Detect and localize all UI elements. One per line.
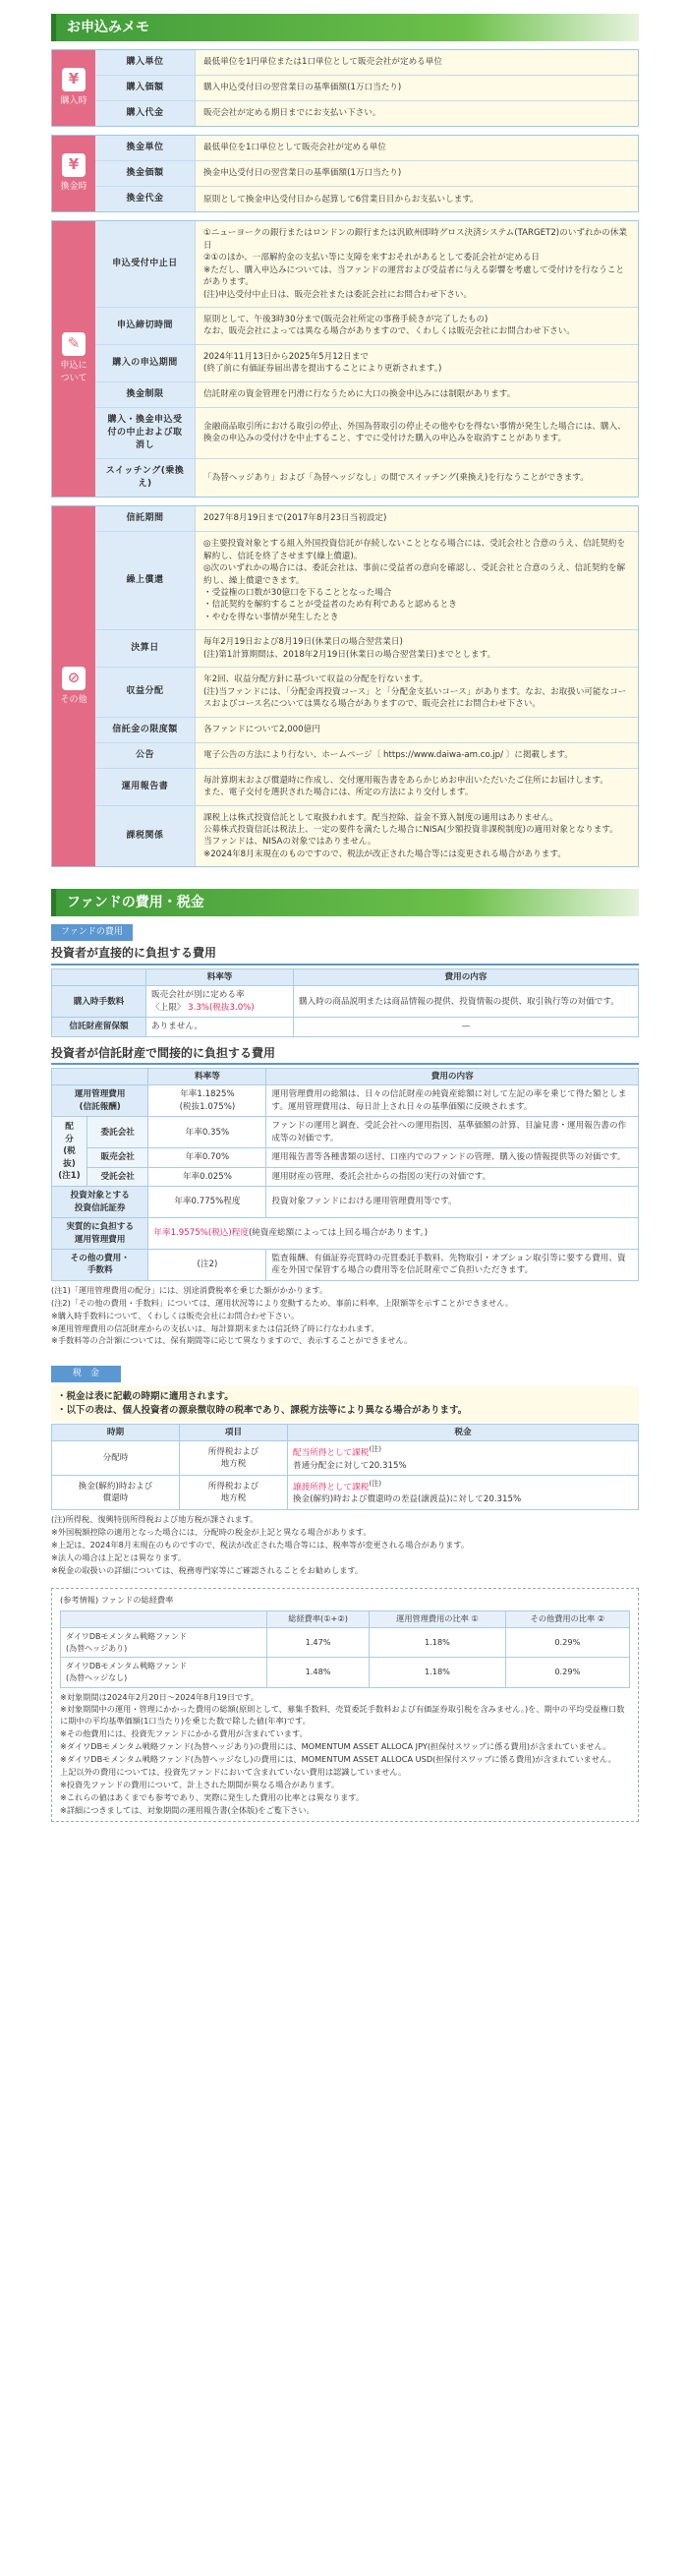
memo-row <box>95 308 638 345</box>
memo-row <box>95 668 638 717</box>
fee-rate: 年率0.775%程度 <box>148 1187 266 1218</box>
note-line: ※法人の場合は上記とは異なります。 <box>51 1551 187 1562</box>
expense-ratio-box <box>51 1588 639 1822</box>
fee-content: 運用報告書等各種書類の送付、口座内でのファンドの管理、購入後の情報提供等の対価です。 <box>266 1148 639 1167</box>
fee-label: 委託会社 <box>87 1117 148 1148</box>
fees-header: ファンドの費用・税金 <box>51 889 639 916</box>
ratio-total: 1.47% <box>267 1628 370 1658</box>
row-label: 購入の申込期間 <box>95 345 196 381</box>
value-line: 公募株式投資信託は税法上、一定の要件を満たした場合にNISA(少額投資非課税制度)の適用対象となります。 <box>203 825 618 836</box>
tax-intro-2: ・以下の表は、個人投資者の源泉徴収時の税率であり、課税方法等により異なる場合があります。 <box>57 1405 468 1417</box>
value-line: ①ニューヨークの銀行またはロンドンの銀行または汎欧州即時グロス決済システム(TARGET2)のいずれかの休業日 <box>203 228 627 251</box>
value-line: ◎次のいずれかの場合には、委託会社は、事前に受益者の意向を確認し、受託会社と合意のうえ、信託契約を解約し、繰上償還できます。 <box>203 563 626 586</box>
other-side <box>52 506 95 866</box>
purchase-icon: ¥ <box>62 68 86 91</box>
tax-notes <box>51 1514 639 1576</box>
ratio-total: 1.48% <box>267 1658 370 1687</box>
ratio-other: 0.29% <box>505 1628 629 1658</box>
fee-content: 監査報酬、有価証券売買時の売買委託手数料、先物取引・オプション取引等に要する費用、資産を外国で保管する場合の費用等を信託財産でご負担いただきます。 <box>266 1250 639 1281</box>
fee-rate: (注2) <box>148 1250 266 1281</box>
table-row <box>52 1250 639 1281</box>
fees-tag: ファンドの費用 <box>51 924 133 941</box>
indirect-title: 投資者が信託財産で間接的に負担する費用 <box>51 1045 639 1065</box>
row-label: 換金制限 <box>95 382 196 407</box>
exchange-side <box>52 136 95 211</box>
value-line: 原則として、午後3時30分まで(販売会社所定の事務手続きが完了したもの) <box>203 315 488 324</box>
note-line: ※手数料等の合計額については、保有期間等に応じて異なりますので、表示することができません。 <box>51 1335 413 1346</box>
value-line: ・やむを得ない事情が発生したとき <box>203 612 339 622</box>
table-row <box>52 1085 639 1117</box>
table-row <box>52 1167 639 1186</box>
row-label: 購入・換金申込受付の中止および取消し <box>95 408 196 458</box>
note-line: ※運用管理費用の信託財産からの支払いは、毎計算期末または信託終了時に行なわれます。 <box>51 1322 379 1333</box>
row-value <box>196 806 638 867</box>
purchase-side <box>52 50 95 126</box>
value-line: (注)申込受付中止日は、販売会社または委託会社にお問合わせ下さい。 <box>203 289 473 300</box>
memo-section <box>51 49 639 867</box>
fee-notes <box>51 1285 639 1347</box>
row-value <box>196 459 638 497</box>
apply-group <box>51 220 639 498</box>
table-row <box>52 986 639 1018</box>
row-value <box>196 532 638 629</box>
row-label: スイッチング(乗換え) <box>95 459 196 497</box>
table-row <box>52 1117 639 1148</box>
tax-time: 換金(解約)時および 償還時 <box>52 1476 180 1510</box>
tax-time: 分配時 <box>52 1441 180 1476</box>
tax-value: 配当所得として課税$^{(注)}$ 普通分配金に対して20.315% <box>288 1441 639 1476</box>
ratio-mgmt: 1.18% <box>370 1658 506 1687</box>
tax-item: 所得税および 地方税 <box>180 1476 288 1510</box>
value-line: 各ファンドについて2,000億円 <box>203 724 320 734</box>
exchange-group <box>51 135 639 212</box>
fund-name: ダイワDBモメンタム戦略ファンド (為替ヘッジあり) <box>61 1628 267 1658</box>
value-line: ◎主要投資対象とする組入外国投資信託が存続しないこととなる場合には、受託会社と合意のうえ、信託契約を解約し、信託を終了させます(繰上償還)。 <box>203 539 626 561</box>
row-value: 購入申込受付日の翌営業日の基準価額(1万口当たり) <box>196 76 638 100</box>
purchase-group <box>51 49 639 127</box>
col-time: 時期 <box>52 1424 180 1440</box>
memo-row <box>95 221 638 308</box>
note-line: ※対象期間中の運用・管理にかかった費用の総額(原則として、募集手数料、売買委託手数料および有価証券取引税を含みません。)を、期中の平均受益権口数に期中の平均基準価額(1口当たり)を乗じた数で除した値(年率)です。 <box>60 1704 625 1727</box>
memo-row <box>95 382 638 408</box>
memo-row <box>95 345 638 382</box>
note-line: ※税金の取扱いの詳細については、税務専門家等にご確認されることをお勧めします。 <box>51 1564 364 1575</box>
value-line: なお、販売会社によっては異なる場合がありますので、くわしくは販売会社にお問合わせ下さい。 <box>203 326 575 337</box>
value-line: (注)第1計算期間は、2018年2月19日(休業日の場合翌営業日)までとします。 <box>203 649 496 660</box>
ratio-other: 0.29% <box>505 1658 629 1687</box>
value-line: 2027年8月19日まで(2017年8月23日当初設定) <box>203 513 387 524</box>
table-row <box>52 1476 639 1510</box>
fee-rate-2b: 3.3%(税抜3.0%) <box>188 1002 255 1013</box>
row-value: 最低単位を1口単位として販売会社が定める単位 <box>196 136 638 160</box>
col-rate: 料率等 <box>148 1069 266 1085</box>
exchange-icon: ¥ <box>62 153 86 177</box>
row-label: 換金価額 <box>95 161 196 186</box>
apply-side-label-2: ついて <box>60 374 87 384</box>
row-value <box>196 506 638 531</box>
fee-label: 運用管理費用 (信託報酬) <box>52 1085 148 1117</box>
memo-row <box>95 136 638 161</box>
col-mgmt: 運用管理費用の比率 ① <box>370 1611 506 1628</box>
table-row <box>52 1187 639 1218</box>
value-line: 課税上は株式投資信託として取扱われます。配当控除、益金不算入制度の適用はありません。 <box>203 812 558 823</box>
fee-content: 運用管理費用の総額は、日々の信託財産の純資産総額に対して左記の率を乗じて得た額とします。運用管理費用は、毎日計上され日々の基準価額に反映されます。 <box>266 1085 639 1117</box>
row-value <box>196 668 638 716</box>
value-line: (終了前に有価証券届出書を提出することにより更新されます。) <box>203 364 442 375</box>
note-line: (注)所得税、復興特別所得税および地方税が課されます。 <box>51 1513 258 1524</box>
col-content: 費用の内容 <box>294 968 639 985</box>
col-tax: 税金 <box>288 1424 639 1440</box>
col-rate: 料率等 <box>146 968 294 985</box>
fee-label: 販売会社 <box>87 1148 148 1167</box>
expense-ratio-title: (参考情報) ファンドの総経費率 <box>60 1595 174 1606</box>
direct-title: 投資者が直接的に負担する費用 <box>51 945 639 965</box>
apply-side <box>52 221 95 497</box>
row-label: 換金代金 <box>95 187 196 211</box>
other-side-label: その他 <box>60 694 87 705</box>
fee-rate-2a: 〈上限〉 <box>151 1002 186 1013</box>
exchange-side-label: 換金時 <box>60 182 87 193</box>
row-label: 換金単位 <box>95 136 196 160</box>
pencil-icon: ✎ <box>62 332 86 356</box>
fee-label: 実質的に負担する 運用管理費用 <box>52 1218 148 1250</box>
row-label: 公告 <box>95 743 196 768</box>
row-label: 収益分配 <box>95 668 196 716</box>
row-value: 原則として換金申込受付日から起算して6営業日目からお支払いします。 <box>196 187 638 211</box>
tax-intro-1: ・税金は表に記載の時期に適用されます。 <box>57 1391 234 1403</box>
purchase-side-label: 購入時 <box>60 96 87 107</box>
tax-tag: 税 金 <box>51 1366 121 1382</box>
fee-content: ファンドの運用と調査、受託会社への運用指図、基準価額の計算、目論見書・運用報告書の作成等の対価です。 <box>266 1117 639 1148</box>
fee-content: 投資対象ファンドにおける運用管理費用等です。 <box>266 1187 639 1218</box>
fee-label: その他の費用・ 手数料 <box>52 1250 148 1281</box>
value-line: ・信託契約を解約することが受益者のため有利であると認めるとき <box>203 600 457 611</box>
table-row <box>61 1658 630 1687</box>
tax-intro <box>51 1386 639 1422</box>
row-label: 申込締切時間 <box>95 308 196 344</box>
row-label: 購入代金 <box>95 101 196 126</box>
note-line: ※ダイワDBモメンタム戦略ファンド(為替ヘッジあり)の費用には、MOMENTUM ASSET ALLOCA JPY(担保付スワップに係る費用)が含まれていません。 <box>60 1741 611 1752</box>
note-line: ※対象期間は2024年2月20日〜2024年8月19日です。 <box>60 1691 258 1702</box>
memo-row <box>95 101 638 126</box>
value-line: ②①のほか、一部解約金の支払い等に支障を来すおそれがあるとして委託会社が定める日 <box>203 253 540 263</box>
memo-row <box>95 532 638 630</box>
value-line: また、電子交付を選択された場合には、所定の方法により交付します。 <box>203 788 474 798</box>
fee-label: 投資対象とする 投資信託証券 <box>52 1187 148 1218</box>
value-line: 毎計算期末および償還時に作成し、交付運用報告書をあらかじめお申出いただいたご住所にお届けします。 <box>203 775 608 786</box>
note-line: 上記以外の費用については、投資先ファンドにおいて含まれていない費用は認識していません。 <box>60 1766 407 1777</box>
fee-rate-1: 販売会社が別に定める率 <box>151 990 245 1001</box>
memo-row <box>95 769 638 806</box>
row-value <box>196 743 638 768</box>
row-value <box>196 718 638 742</box>
memo-row <box>95 718 638 743</box>
value-line: 信託財産の資金管理を円滑に行なうために大口の換金申込みには制限があります。 <box>203 389 516 400</box>
memo-row <box>95 506 638 532</box>
fee-label: 信託財産留保額 <box>52 1018 146 1036</box>
memo-row <box>95 408 638 459</box>
value-line: 毎年2月19日および8月19日(休業日の場合翌営業日) <box>203 637 403 648</box>
fee-label: 受託会社 <box>87 1167 148 1186</box>
note-line: ※詳細につきましては、対象期間の運用報告書(全体版)をご覧下さい。 <box>60 1804 315 1815</box>
memo-row <box>95 459 638 497</box>
ratio-mgmt: 1.18% <box>370 1628 506 1658</box>
value-line: 当ファンドは、NISAの対象ではありません。 <box>203 837 376 848</box>
note-line: ※その他費用には、投資先ファンドにかかる費用が含まれています。 <box>60 1728 308 1739</box>
note-line: ※ダイワDBモメンタム戦略ファンド(為替ヘッジなし)の費用には、MOMENTUM ASSET ALLOCA USD(担保付スワップに係る費用)が含まれていません。 <box>60 1754 616 1764</box>
row-value: 換金申込受付日の翌営業日の基準価額(1万口当たり) <box>196 161 638 186</box>
memo-row <box>95 630 638 668</box>
row-value: 最低単位を1円単位または1口単位として販売会社が定める単位 <box>196 50 638 75</box>
fee-rate: ありません。 <box>146 1018 294 1036</box>
row-label: 購入単位 <box>95 50 196 75</box>
value-line: 金融商品取引所における取引の停止、外国為替取引の停止その他やむを得ない事情が発生した場合には、購入、換金の申込みの受付けを中止すること、すでに受付けた購入の申込みを取消すことがあります。 <box>203 421 626 444</box>
direct-fee-table <box>51 968 639 1037</box>
note-line: ※購入時手数料について、くわしくは販売会社にお問合わせ下さい。 <box>51 1310 300 1320</box>
memo-row <box>95 76 638 101</box>
row-label: 決算日 <box>95 630 196 667</box>
note-line: (注2)「その他の費用・手数料」については、運用状況等により変動するため、事前に料率、上限額等を示すことができません。 <box>51 1297 514 1308</box>
fund-name: ダイワDBモメンタム戦略ファンド (為替ヘッジなし) <box>61 1658 267 1687</box>
col-content: 費用の内容 <box>266 1069 639 1085</box>
fee-rate: 年率1.1825% (税抜1.075%) <box>148 1085 266 1117</box>
memo-row <box>95 50 638 76</box>
value-line: ※ただし、購入申込みについては、当ファンドの運営および受益者に与える影響を考慮して受付けを行なうことがあります。 <box>203 264 624 288</box>
fees-section <box>51 916 639 1822</box>
col-other: その他費用の比率 ② <box>505 1611 629 1628</box>
row-value <box>196 769 638 805</box>
row-value <box>196 408 638 458</box>
note-line: ※これらの値はあくまでも参考であり、実際に発生した費用の比率とは異なります。 <box>60 1791 365 1802</box>
row-value <box>196 382 638 407</box>
fee-rate: 年率0.70% <box>148 1148 266 1167</box>
row-value <box>196 345 638 381</box>
paperclip-icon: ⊘ <box>62 667 86 690</box>
table-row <box>52 1018 639 1036</box>
table-row <box>52 1218 639 1250</box>
tax-item: 所得税および 地方税 <box>180 1441 288 1476</box>
note-line: ※外国税額控除の適用となった場合には、分配時の税金が上記と異なる場合があります。 <box>51 1526 372 1537</box>
col-total: 総経費率(①+②) <box>267 1611 370 1628</box>
apply-side-label-1: 申込に <box>60 361 87 372</box>
row-label: 申込受付中止日 <box>95 221 196 307</box>
memo-header: お申込みメモ <box>51 14 639 41</box>
row-value <box>196 308 638 344</box>
table-row <box>52 1441 639 1476</box>
fee-content: 運用財産の管理、委託会社からの指図の実行の対価です。 <box>266 1167 639 1186</box>
memo-row <box>95 161 638 187</box>
expense-ratio-table <box>60 1610 630 1687</box>
ratio-notes <box>60 1692 630 1817</box>
table-row <box>52 1148 639 1167</box>
note-line: ※投資先ファンドの費用について、計上された期間が異なる場合があります。 <box>60 1779 340 1789</box>
row-label: 信託金の限度額 <box>95 718 196 742</box>
fee-rate <box>146 986 294 1018</box>
note-line: ※上記は、2024年8月末現在のものですので、税法が改正された場合等には、税率等が変更される場合があります。 <box>51 1539 470 1550</box>
value-line: 年2回、収益分配方針に基づいて収益の分配を行ないます。 <box>203 674 429 685</box>
note-line: (注1)「運用管理費用の配分」には、別途消費税率を乗じた額がかかります。 <box>51 1284 328 1295</box>
row-value: 販売会社が定める期日までにお支払い下さい。 <box>196 101 638 126</box>
tax-value: 譲渡所得として課税$^{(注)}$ 換金(解約)時および償還時の差益(譲渡益)に対して20.315% <box>288 1476 639 1510</box>
col-item: 項目 <box>180 1424 288 1440</box>
value-line: 電子公告の方法により行ない、ホームページ〔 https://www.daiwa-am.co.jp/ 〕に掲載します。 <box>203 749 573 760</box>
other-group <box>51 505 639 867</box>
memo-row <box>95 743 638 769</box>
row-value <box>196 630 638 667</box>
fee-rate: 年率0.025% <box>148 1167 266 1186</box>
indirect-fee-table <box>51 1068 639 1281</box>
fee-rate: 年率1.9575%(税込)程度(純資産総額によっては上回る場合があります。) <box>148 1218 639 1250</box>
row-value <box>196 221 638 307</box>
alloc-label: 配 分 (税抜) (注1) <box>52 1117 87 1187</box>
row-label: 信託期間 <box>95 506 196 531</box>
value-line: 「為替ヘッジあり」および「為替ヘッジなし」の間でスイッチング(乗換え)を行なうことができます。 <box>203 472 589 483</box>
fee-rate: 年率0.35% <box>148 1117 266 1148</box>
memo-row <box>95 187 638 211</box>
fee-content: — <box>294 1018 639 1036</box>
tax-table <box>51 1424 639 1510</box>
fee-label: 購入時手数料 <box>52 986 146 1018</box>
value-line: ・受益権の口数が30億口を下ることとなった場合 <box>203 587 392 598</box>
memo-row <box>95 806 638 867</box>
row-label: 運用報告書 <box>95 769 196 805</box>
row-label: 課税関係 <box>95 806 196 867</box>
value-line: 2024年11月13日から2025年5月12日まで <box>203 351 369 362</box>
value-line: (注)当ファンドには、「分配金再投資コース」と「分配金支払いコース」があります。なお、お取扱い可能なコースおよびコース名については異なる場合がありますので、販売会社にお問合わせ下さい。 <box>203 686 627 710</box>
fee-content: 購入時の商品説明または商品情報の提供、投資情報の提供、取引執行等の対価です。 <box>294 986 639 1018</box>
row-label: 購入価額 <box>95 76 196 100</box>
row-label: 繰上償還 <box>95 532 196 629</box>
table-row <box>61 1628 630 1658</box>
value-line: ※2024年8月末現在のものですので、税法が改正された場合等には変更される場合があります。 <box>203 849 566 859</box>
